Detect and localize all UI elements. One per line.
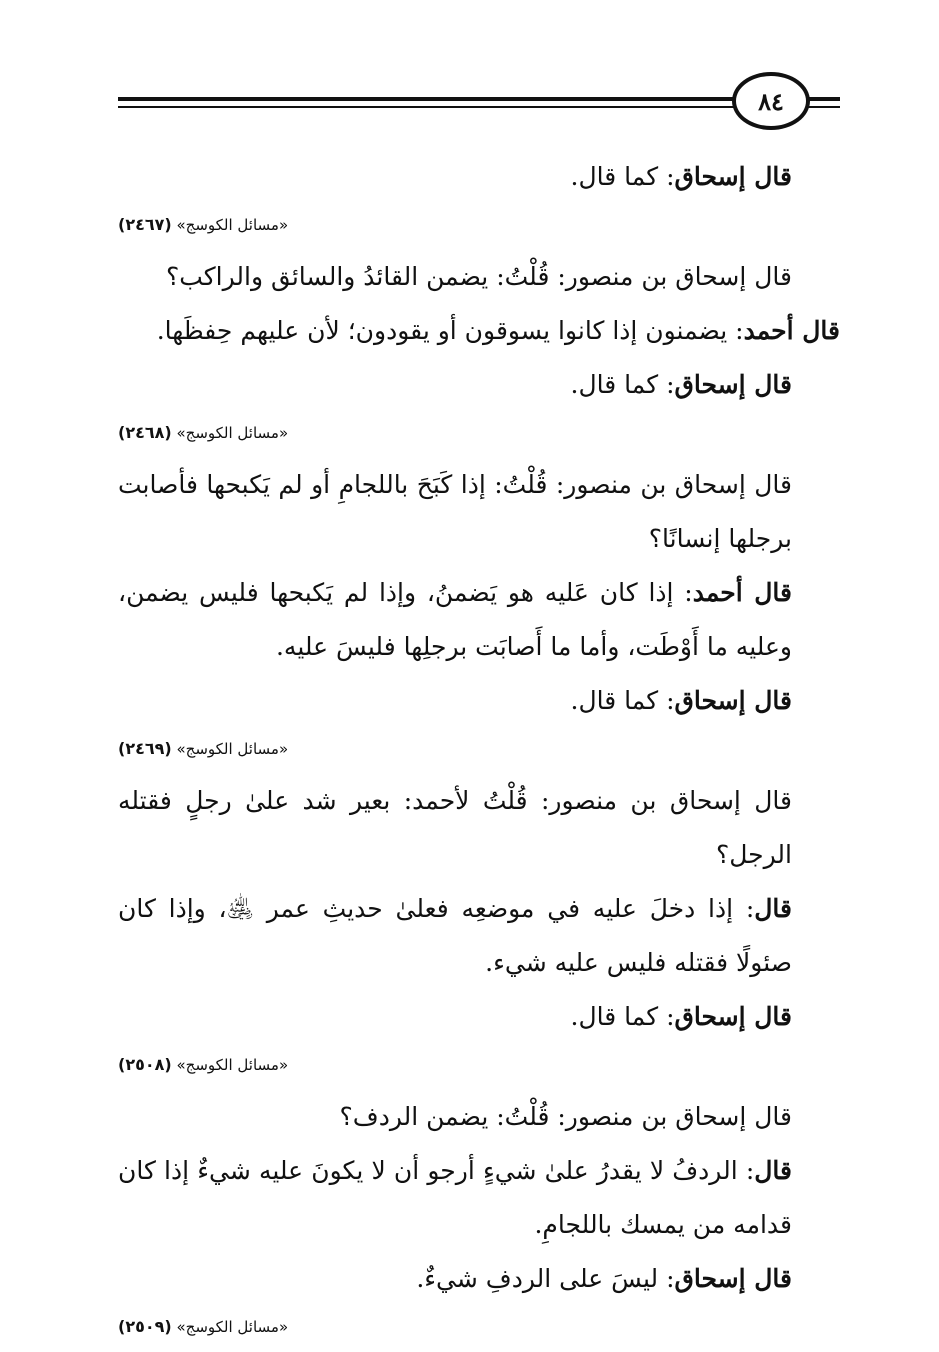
source-number: (٢٥٠٩) [118, 1317, 172, 1336]
text-paragraph [118, 774, 840, 882]
text-paragraph [118, 1090, 840, 1144]
paragraph-text: قال إسحاق بن منصور: قُلْتُ: يضمن الردف؟ [339, 1102, 792, 1131]
text-paragraph [118, 458, 840, 566]
paragraph-text: : إذا كان عَليه هو يَضمنُ، وإذا لم يَكبحها فليس يضمن، وعليه ما أَوْطَت، وأما ما أَصابَت برجلِها فليسَ عليه. [118, 578, 792, 661]
text-paragraph [118, 358, 840, 412]
paragraph-text: قال إسحاق بن منصور: قُلْتُ: يضمن القائدُ والسائق والراكب؟ [165, 262, 792, 291]
page-number-badge [732, 72, 810, 130]
paragraph-text: : كما قال. [570, 370, 675, 399]
source-citation [118, 1316, 840, 1338]
text-paragraph [118, 1252, 840, 1306]
page-number: ٨٤ [758, 86, 784, 116]
source-title: «مسائل الكوسج» [176, 1056, 289, 1074]
speaker-label: قال [754, 1156, 792, 1185]
text-paragraph [118, 674, 840, 728]
paragraph-text: : الردفُ لا يقدرُ علىٰ شيءٍ أرجو أن لا يكونَ عليه شيءٌ إذا كان قدامه من يمسك باللجامِ. [118, 1156, 792, 1239]
paragraph-text: قال إسحاق بن منصور: قُلْتُ لأحمد: بعير شد علىٰ رجلٍ فقتله الرجل؟ [118, 786, 792, 869]
text-paragraph [118, 1144, 840, 1252]
text-paragraph [118, 882, 840, 990]
paragraph-text: : كما قال. [570, 162, 675, 191]
source-citation [118, 214, 840, 236]
source-number: (٢٤٦٨) [118, 423, 172, 442]
source-number: (٢٥٠٨) [118, 1055, 172, 1074]
paragraph-text: : ليسَ على الردفِ شيءٌ. [416, 1264, 675, 1293]
text-paragraph [118, 250, 840, 304]
source-number: (٢٤٦٧) [118, 215, 172, 234]
text-paragraph [118, 304, 840, 358]
page-body [118, 150, 840, 1352]
text-paragraph [118, 990, 840, 1044]
source-title: «مسائل الكوسج» [176, 216, 289, 234]
speaker-label: قال إسحاق [674, 686, 792, 715]
paragraph-text: قال إسحاق بن منصور: قُلْتُ: إذا كَبَحَ باللجامِ أو لم يَكبحها فأصابت برجلها إنسانًا؟ [118, 470, 792, 553]
page-header [118, 70, 840, 134]
paragraph-text: : يضمنون إذا كانوا يسوقون أو يقودون؛ لأن عليهم حِفظَها. [156, 316, 744, 345]
paragraph-text: : كما قال. [570, 1002, 675, 1031]
source-title: «مسائل الكوسج» [176, 424, 289, 442]
text-paragraph [118, 566, 840, 674]
source-citation [118, 422, 840, 444]
source-citation [118, 738, 840, 760]
source-citation [118, 1054, 840, 1076]
speaker-label: قال أحمد [743, 316, 840, 345]
speaker-label: قال إسحاق [674, 162, 792, 191]
speaker-label: قال إسحاق [674, 1264, 792, 1293]
paragraph-text: : كما قال. [570, 686, 675, 715]
speaker-label: قال إسحاق [674, 370, 792, 399]
source-title: «مسائل الكوسج» [176, 740, 289, 758]
speaker-label: قال [754, 894, 792, 923]
speaker-label: قال إسحاق [674, 1002, 792, 1031]
speaker-label: قال أحمد [692, 578, 793, 607]
source-number: (٢٤٦٩) [118, 739, 172, 758]
paragraph-text: : إذا دخلَ عليه في موضعِه فعلىٰ حديثِ عمر ﵁، وإذا كان صئولًا فقتله فليس عليه شيء. [118, 894, 792, 977]
source-title: «مسائل الكوسج» [176, 1318, 289, 1336]
text-paragraph [118, 150, 840, 204]
